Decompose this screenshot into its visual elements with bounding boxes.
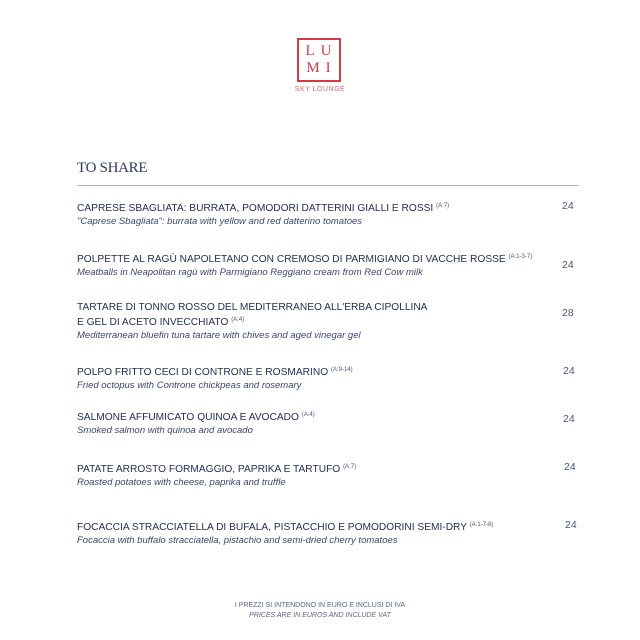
logo-subtitle: SKY LOUNGE [294,86,346,93]
item-allergens: (A:4) [231,317,245,323]
item-description: Meatballs in Neapolitan ragù with Parmigiano Reggiano cream from Red Cow milk [77,267,423,278]
menu-item [77,519,567,547]
item-price: 24 [562,259,574,271]
footer-note-it: I PREZZI SI INTENDONO IN EURO E INCLUSI DI IVA [234,602,406,609]
item-price: 24 [563,413,575,425]
item-description: Smoked salmon with quinoa and avocado [77,425,253,436]
footer-note-en: PRICES ARE IN EUROS AND INCLUDE VAT [249,612,391,619]
lumi-logo: LU MI [297,38,341,82]
menu-item [77,461,577,489]
item-allergens: (A:7) [343,464,357,470]
item-title-line2: E GEL DI ACETO INVECCHIATO [77,317,229,328]
item-price: 24 [565,519,577,531]
item-allergens: (A:9-14) [330,367,353,373]
menu-item [77,200,577,228]
item-price: 24 [562,200,574,212]
section-title: TO SHARE [77,160,148,176]
item-title: PATATE ARROSTO FORMAGGIO, PAPRIKA E TARTUFO [77,464,341,475]
item-description: Mediterranean bluefin tuna tartare with chives and aged vinegar gel [77,330,361,341]
item-title: POLPO FRITTO CECI DI CONTRONE E ROSMARINO [77,367,329,378]
item-allergens: (A:1-7-8) [469,522,494,528]
item-description: Fried octopus with Controne chickpeas and rosemary [77,380,302,391]
menu-item [77,364,577,392]
item-price: 24 [564,461,576,473]
item-title: TARTARE DI TONNO ROSSO DEL MEDITERRANEO ALL'ERBA CIPOLLINA [77,302,428,313]
item-title: POLPETTE AL RAGÙ NAPOLETANO CON CREMOSO DI PARMIGIANO DI VACCHE ROSSE [77,254,506,265]
item-allergens: (A:7) [436,203,450,209]
item-description: "Caprese Sbagliata": burrata with yellow and red datterino tomatoes [77,216,363,227]
item-price: 28 [562,307,574,319]
item-allergens: (A:4) [301,412,315,418]
menu-item [77,251,567,279]
item-price: 24 [563,365,575,377]
item-title: CAPRESE SBAGLIATA: BURRATA, POMODORI DATTERINI GIALLI E ROSSI [77,203,434,214]
menu-item [77,409,577,437]
item-allergens: (A:1-3-7) [508,254,533,260]
section-divider [77,185,579,186]
item-title: FOCACCIA STRACCIATELLA DI BUFALA, PISTACCHIO E POMODORINI SEMI-DRY [77,522,467,533]
item-description: Focaccia with buffalo stracciatella, pistachio and semi-dried cherry tomatoes [77,535,398,546]
item-description: Roasted potatoes with cheese, paprika and truffle [77,477,286,488]
menu-item [77,302,577,342]
item-title: SALMONE AFFUMICATO QUINOA E AVOCADO [77,412,299,423]
